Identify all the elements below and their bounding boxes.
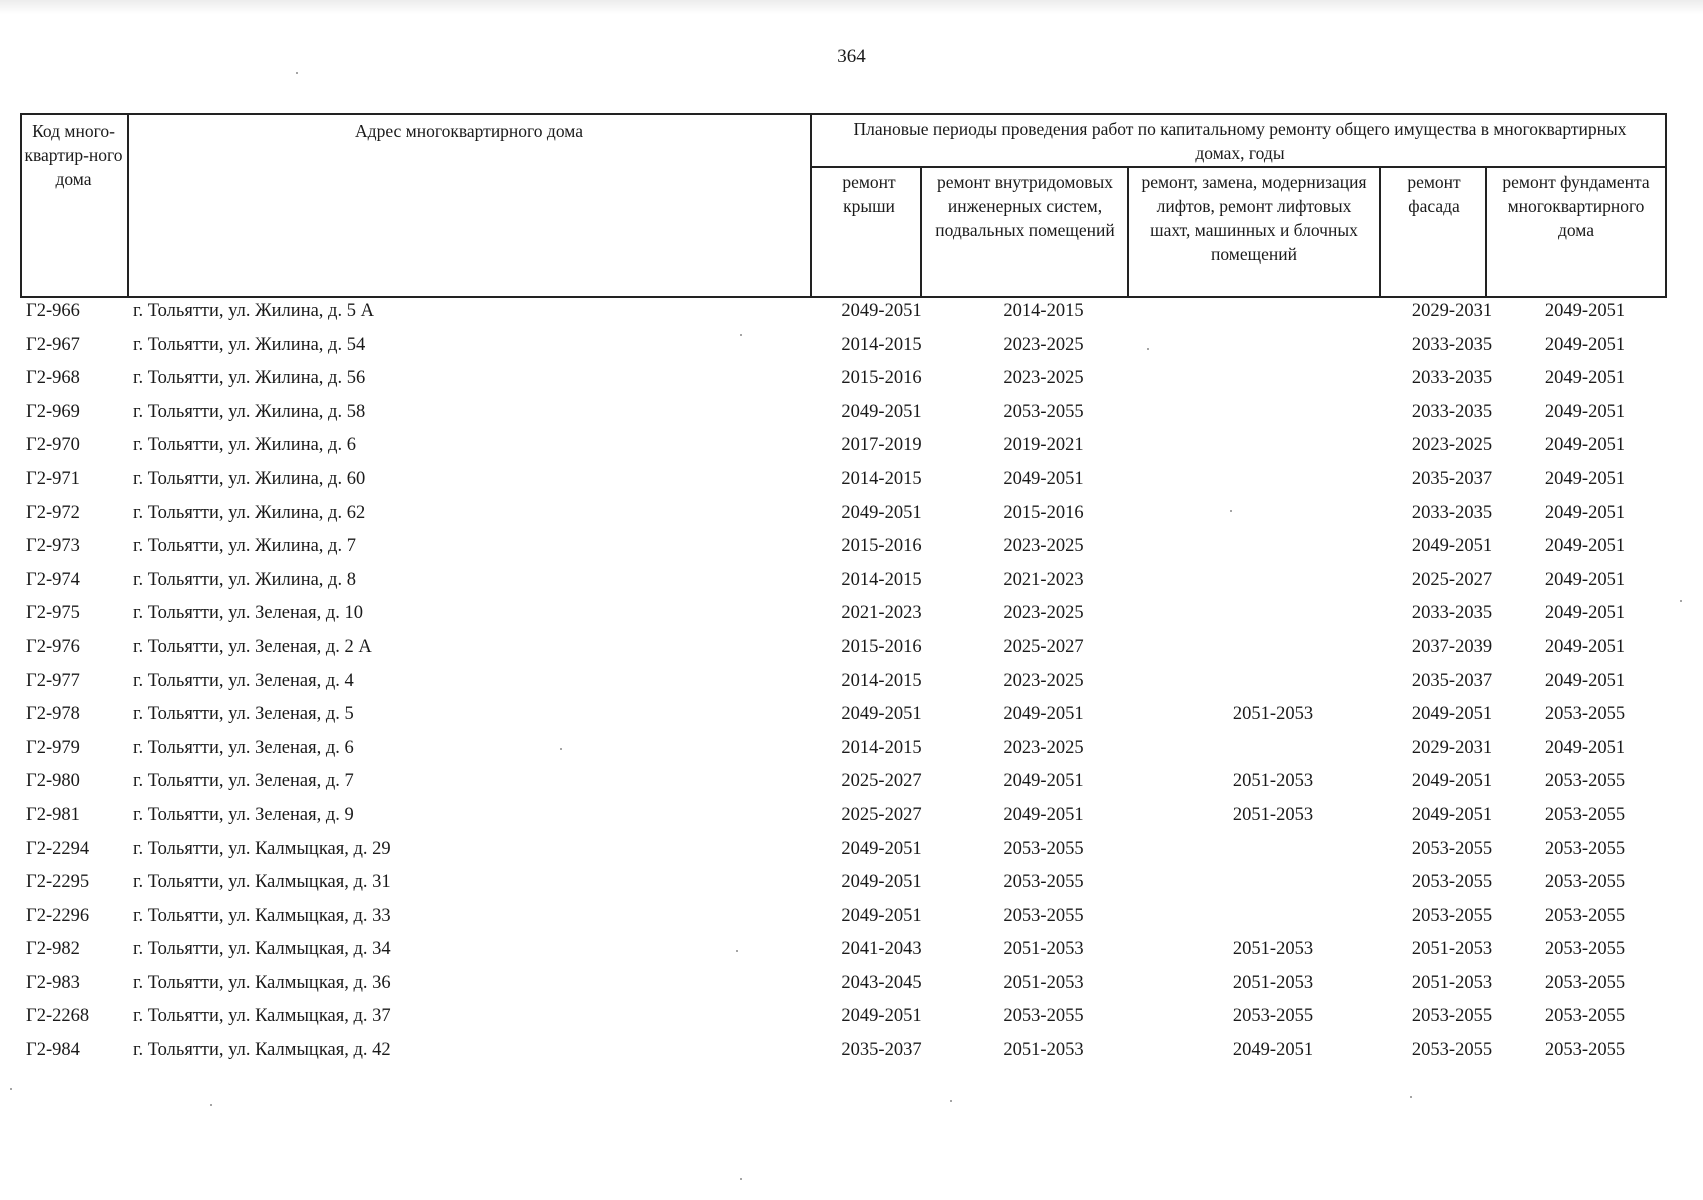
cell-facade: 2053-2055 — [1411, 1040, 1493, 1061]
table-header — [20, 113, 1667, 298]
cell-address: г. Тольятти, ул. Жилина, д. 54 — [133, 334, 366, 355]
cell-address: г. Тольятти, ул. Зеленая, д. 5 — [133, 704, 354, 725]
cell-roof: 2049-2051 — [841, 301, 922, 321]
cell-engineering: 2053-2055 — [1003, 401, 1084, 422]
cell-facade: 2029-2031 — [1411, 301, 1493, 321]
cell-address: г. Тольятти, ул. Жилина, д. 62 — [133, 502, 366, 523]
cell-code: Г2-966 — [26, 301, 80, 321]
cell-address: г. Тольятти, ул. Жилина, д. 58 — [133, 401, 366, 422]
cell-code: Г2-973 — [26, 536, 80, 557]
cell-roof: 2014-2015 — [841, 737, 922, 758]
cell-foundation: 2049-2051 — [1544, 368, 1626, 389]
cell-engineering: 2053-2055 — [1003, 1006, 1084, 1027]
header-address: Адрес многоквартирного дома — [355, 121, 583, 141]
cell-facade: 2033-2035 — [1411, 334, 1493, 355]
cell-code: Г2-970 — [26, 435, 80, 456]
cell-facade: 2051-2053 — [1411, 939, 1493, 960]
cell-engineering: 2051-2053 — [1003, 939, 1084, 960]
cell-engineering: 2025-2027 — [1003, 636, 1084, 657]
cell-address: г. Тольятти, ул. Калмыцкая, д. 37 — [133, 1006, 391, 1027]
table-row — [20, 567, 1667, 601]
cell-code: Г2-971 — [26, 468, 80, 489]
cell-facade: 2053-2055 — [1411, 1006, 1493, 1027]
table-row — [20, 332, 1667, 366]
cell-roof: 2049-2051 — [841, 872, 922, 893]
cell-address: г. Тольятти, ул. Жилина, д. 7 — [133, 536, 356, 557]
cell-engineering: 2049-2051 — [1003, 804, 1084, 825]
cell-foundation: 2049-2051 — [1544, 502, 1626, 523]
cell-roof: 2049-2051 — [841, 838, 922, 859]
cell-code: Г2-2294 — [26, 838, 90, 859]
cell-engineering: 2023-2025 — [1003, 368, 1084, 389]
table-row — [20, 701, 1667, 735]
cell-foundation: 2049-2051 — [1544, 603, 1626, 624]
table-row — [20, 533, 1667, 567]
cell-engineering: 2023-2025 — [1003, 670, 1084, 691]
header-foundation: ремонт фундамента многоквартирного дома — [1502, 172, 1650, 240]
page-number: 364 — [837, 46, 866, 67]
cell-code: Г2-975 — [26, 603, 80, 624]
cell-foundation: 2049-2051 — [1544, 401, 1626, 422]
cell-facade: 2025-2027 — [1411, 569, 1493, 590]
header-group-underline — [810, 166, 1667, 168]
cell-engineering: 2053-2055 — [1003, 905, 1084, 926]
cell-address: г. Тольятти, ул. Калмыцкая, д. 34 — [133, 939, 391, 960]
scan-speck — [740, 334, 742, 336]
cell-address: г. Тольятти, ул. Калмыцкая, д. 42 — [133, 1040, 391, 1061]
scan-speck — [740, 1178, 742, 1180]
cell-code: Г2-974 — [26, 569, 80, 590]
cell-foundation: 2053-2055 — [1544, 771, 1626, 792]
header-roof: ремонт крыши — [842, 172, 896, 216]
cell-foundation: 2053-2055 — [1544, 905, 1626, 926]
cell-roof: 2014-2015 — [841, 670, 922, 691]
cell-foundation: 2049-2051 — [1544, 636, 1626, 657]
cell-roof: 2021-2023 — [841, 603, 922, 624]
cell-code: Г2-980 — [26, 771, 80, 792]
cell-address: г. Тольятти, ул. Зеленая, д. 4 — [133, 670, 354, 691]
table-row — [20, 802, 1667, 836]
cell-code: Г2-981 — [26, 804, 80, 825]
table-row — [20, 768, 1667, 802]
cell-facade: 2037-2039 — [1411, 636, 1493, 657]
scan-speck — [736, 950, 738, 952]
cell-code: Г2-2296 — [26, 905, 90, 926]
table-row — [20, 399, 1667, 433]
table-row — [20, 836, 1667, 870]
cell-roof: 2014-2015 — [841, 468, 922, 489]
cell-facade: 2049-2051 — [1411, 804, 1493, 825]
cell-facade: 2023-2025 — [1411, 435, 1493, 456]
table-body — [20, 298, 1667, 1071]
cell-roof: 2049-2051 — [841, 502, 922, 523]
cell-code: Г2-969 — [26, 401, 80, 422]
scan-speck — [296, 72, 298, 74]
cell-code: Г2-982 — [26, 939, 80, 960]
table-row — [20, 500, 1667, 534]
cell-facade: 2029-2031 — [1411, 737, 1493, 758]
cell-foundation: 2049-2051 — [1544, 301, 1626, 321]
header-border-top — [20, 113, 1667, 115]
cell-foundation: 2053-2055 — [1544, 804, 1626, 825]
cell-address: г. Тольятти, ул. Жилина, д. 6 — [133, 435, 356, 456]
cell-lifts: 2051-2053 — [1232, 939, 1314, 960]
cell-facade: 2049-2051 — [1411, 536, 1493, 557]
cell-roof: 2049-2051 — [841, 1006, 922, 1027]
cell-foundation: 2053-2055 — [1544, 939, 1626, 960]
cell-address: г. Тольятти, ул. Жилина, д. 8 — [133, 569, 356, 590]
cell-roof: 2015-2016 — [841, 636, 922, 657]
scan-speck — [1410, 1096, 1412, 1098]
cell-foundation: 2049-2051 — [1544, 737, 1626, 758]
header-sep-eng-lift — [1127, 167, 1129, 298]
cell-facade: 2053-2055 — [1411, 872, 1493, 893]
cell-roof: 2025-2027 — [841, 771, 922, 792]
cell-roof: 2017-2019 — [841, 435, 922, 456]
cell-roof: 2025-2027 — [841, 804, 922, 825]
cell-roof: 2049-2051 — [841, 905, 922, 926]
cell-address: г. Тольятти, ул. Зеленая, д. 9 — [133, 804, 354, 825]
cell-code: Г2-2295 — [26, 872, 90, 893]
header-code: Код много-квартир-ного дома — [24, 121, 123, 189]
cell-engineering: 2021-2023 — [1003, 569, 1084, 590]
header-engineering: ремонт внутридомовых инженерных систем, подвальных помещений — [935, 172, 1115, 240]
cell-lifts: 2051-2053 — [1232, 972, 1314, 993]
header-periods-group: Плановые периоды проведения работ по капитальному ремонту общего имущества в многоквартирных домах, годы — [853, 119, 1627, 163]
cell-foundation: 2049-2051 — [1544, 468, 1626, 489]
cell-address: г. Тольятти, ул. Зеленая, д. 2 А — [133, 636, 372, 657]
scan-speck — [1230, 510, 1232, 512]
cell-facade: 2053-2055 — [1411, 838, 1493, 859]
cell-code: Г2-983 — [26, 972, 80, 993]
scan-speck — [1147, 348, 1149, 350]
table-row — [20, 1037, 1667, 1071]
cell-roof: 2035-2037 — [841, 1040, 922, 1061]
cell-facade: 2035-2037 — [1411, 468, 1493, 489]
cell-engineering: 2023-2025 — [1003, 536, 1084, 557]
cell-lifts: 2051-2053 — [1232, 704, 1314, 725]
table-row — [20, 298, 1667, 332]
cell-facade: 2053-2055 — [1411, 905, 1493, 926]
cell-facade: 2035-2037 — [1411, 670, 1493, 691]
cell-address: г. Тольятти, ул. Жилина, д. 60 — [133, 468, 366, 489]
header-lifts: ремонт, замена, модернизация лифтов, ремонт лифтовых шахт, машинных и блочных помещений — [1141, 172, 1367, 264]
cell-address: г. Тольятти, ул. Калмыцкая, д. 36 — [133, 972, 391, 993]
cell-facade: 2051-2053 — [1411, 972, 1493, 993]
cell-engineering: 2049-2051 — [1003, 704, 1084, 725]
cell-foundation: 2049-2051 — [1544, 569, 1626, 590]
cell-address: г. Тольятти, ул. Зеленая, д. 7 — [133, 771, 354, 792]
cell-roof: 2049-2051 — [841, 704, 922, 725]
cell-facade: 2033-2035 — [1411, 401, 1493, 422]
cell-engineering: 2051-2053 — [1003, 972, 1084, 993]
cell-foundation: 2053-2055 — [1544, 972, 1626, 993]
cell-foundation: 2049-2051 — [1544, 536, 1626, 557]
scan-speck — [560, 748, 562, 750]
cell-address: г. Тольятти, ул. Жилина, д. 56 — [133, 368, 366, 389]
cell-lifts: 2051-2053 — [1232, 771, 1314, 792]
table-row — [20, 735, 1667, 769]
cell-foundation: 2049-2051 — [1544, 435, 1626, 456]
scan-speck — [10, 1088, 12, 1090]
cell-engineering: 2015-2016 — [1003, 502, 1084, 523]
cell-roof: 2015-2016 — [841, 536, 922, 557]
table-row — [20, 634, 1667, 668]
table-row — [20, 432, 1667, 466]
cell-foundation: 2049-2051 — [1544, 334, 1626, 355]
cell-lifts: 2051-2053 — [1232, 804, 1314, 825]
cell-engineering: 2051-2053 — [1003, 1040, 1084, 1061]
cell-code: Г2-968 — [26, 368, 80, 389]
cell-engineering: 2023-2025 — [1003, 603, 1084, 624]
cell-roof: 2015-2016 — [841, 368, 922, 389]
cell-facade: 2049-2051 — [1411, 771, 1493, 792]
cell-engineering: 2049-2051 — [1003, 468, 1084, 489]
scan-edge-shading — [0, 0, 1703, 14]
cell-engineering: 2023-2025 — [1003, 334, 1084, 355]
header-sep-facade-foundation — [1485, 167, 1487, 298]
table-row — [20, 970, 1667, 1004]
cell-foundation: 2053-2055 — [1544, 838, 1626, 859]
cell-code: Г2-976 — [26, 636, 80, 657]
cell-address: г. Тольятти, ул. Калмыцкая, д. 33 — [133, 905, 391, 926]
cell-foundation: 2053-2055 — [1544, 1006, 1626, 1027]
cell-address: г. Тольятти, ул. Жилина, д. 5 А — [133, 301, 374, 321]
cell-engineering: 2014-2015 — [1003, 301, 1084, 321]
scan-speck — [1680, 600, 1682, 602]
cell-foundation: 2053-2055 — [1544, 1040, 1626, 1061]
header-border-right — [1665, 113, 1667, 298]
header-sep-roof-eng — [920, 167, 922, 298]
cell-address: г. Тольятти, ул. Зеленая, д. 6 — [133, 737, 354, 758]
cell-facade: 2033-2035 — [1411, 502, 1493, 523]
cell-code: Г2-977 — [26, 670, 80, 691]
cell-foundation: 2049-2051 — [1544, 670, 1626, 691]
cell-lifts: 2049-2051 — [1232, 1040, 1314, 1061]
cell-code: Г2-967 — [26, 334, 80, 355]
table-row — [20, 668, 1667, 702]
table-row — [20, 869, 1667, 903]
cell-address: г. Тольятти, ул. Калмыцкая, д. 31 — [133, 872, 391, 893]
scan-speck — [210, 1104, 212, 1106]
cell-address: г. Тольятти, ул. Калмыцкая, д. 29 — [133, 838, 391, 859]
cell-code: Г2-2268 — [26, 1006, 90, 1027]
cell-code: Г2-979 — [26, 737, 80, 758]
table-row — [20, 936, 1667, 970]
scan-speck — [950, 1100, 952, 1102]
cell-roof: 2043-2045 — [841, 972, 922, 993]
cell-facade: 2033-2035 — [1411, 603, 1493, 624]
header-sep-lift-facade — [1379, 167, 1381, 298]
cell-facade: 2033-2035 — [1411, 368, 1493, 389]
cell-engineering: 2053-2055 — [1003, 838, 1084, 859]
cell-facade: 2049-2051 — [1411, 704, 1493, 725]
table-row — [20, 466, 1667, 500]
table-row — [20, 903, 1667, 937]
cell-roof: 2041-2043 — [841, 939, 922, 960]
cell-engineering: 2019-2021 — [1003, 435, 1084, 456]
cell-roof: 2014-2015 — [841, 334, 922, 355]
cell-foundation: 2053-2055 — [1544, 704, 1626, 725]
cell-roof: 2014-2015 — [841, 569, 922, 590]
table-row — [20, 600, 1667, 634]
table-row — [20, 365, 1667, 399]
header-sep-address-periods — [810, 113, 812, 298]
cell-code: Г2-984 — [26, 1040, 80, 1061]
table-row — [20, 1003, 1667, 1037]
header-facade: ремонт фасада — [1407, 172, 1461, 216]
cell-lifts: 2053-2055 — [1232, 1006, 1314, 1027]
cell-code: Г2-972 — [26, 502, 80, 523]
cell-engineering: 2023-2025 — [1003, 737, 1084, 758]
cell-engineering: 2053-2055 — [1003, 872, 1084, 893]
cell-engineering: 2049-2051 — [1003, 771, 1084, 792]
cell-address: г. Тольятти, ул. Зеленая, д. 10 — [133, 603, 364, 624]
cell-foundation: 2053-2055 — [1544, 872, 1626, 893]
cell-roof: 2049-2051 — [841, 401, 922, 422]
cell-code: Г2-978 — [26, 704, 80, 725]
